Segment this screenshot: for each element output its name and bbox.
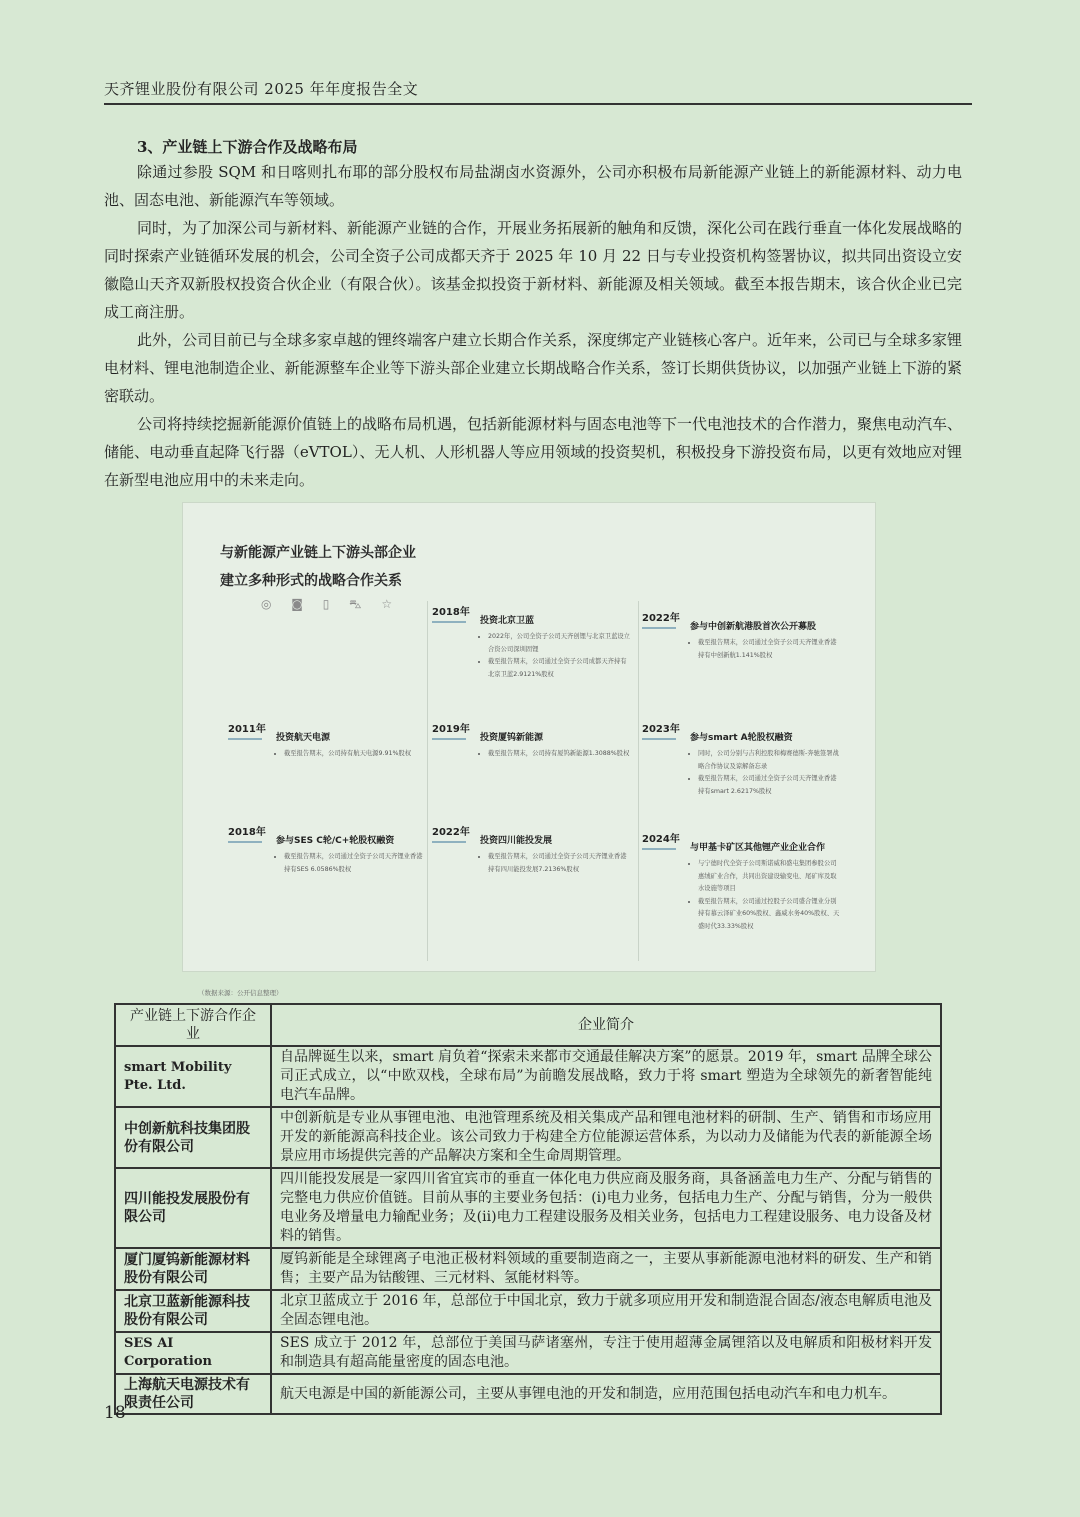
partner-profile: 航天电源是中国的新能源公司，主要从事锂电池的开发和制造，应用范围包括电动汽车和电力机车。 [271,1374,941,1414]
event-title: 与甲基卡矿区其他锂产业企业合作 [690,843,826,853]
partner-name: 北京卫蓝新能源科技股份有限公司 [115,1290,271,1332]
body-text [104,158,962,494]
section-title: 3、产业链上下游合作及战略布局 [137,138,358,156]
event-bullets [690,858,840,933]
partner-profile: SES 成立于 2012 年，总部位于美国马萨诸塞州，专注于使用超薄金属锂箔以及电解质和阳极材料开发和制造具有超高能量密度的固态电池。 [271,1332,941,1374]
event-year: 2024年 [642,830,680,850]
table-row [115,1332,941,1374]
partner-name: SES AI Corporation [115,1332,271,1374]
event-bullets [276,851,426,876]
table-row [115,1290,941,1332]
event-bullet: • 截至报告期末，公司通过全资子公司成都天齐持有北京卫蓝2.9121%股权 [488,656,630,681]
column-header-partner: 产业链上下游合作企业 [115,1004,271,1046]
event-title: 投资航天电源 [276,733,331,743]
partner-profile: 自品牌诞生以来，smart 肩负着“探索未来都市交通最佳解决方案”的愿景。2019 年，smart 品牌全球公司正式成立，以“中欧双栈，全球布局”为前瞻发展战略，致力于将 smart 塑造为全球领先的新奢智能纯电汽车品牌。 [271,1046,941,1107]
event-bullet: • 2022年，公司全资子公司天齐创锂与北京卫蓝设立合资公司深圳固锂 [488,631,630,656]
partner-profile: 厦钨新能是全球锂离子电池正极材料领域的重要制造商之一，主要从事新能源电池材料的研发、生产和销售；主要产品为钴酸锂、三元材料、氢能材料等。 [271,1248,941,1290]
event-bullet: • 截至报告期末，公司通过全资子公司天齐锂业香港持有SES 6.0586%股权 [284,851,426,876]
column-divider [638,601,639,961]
event-year: 2018年 [228,823,266,843]
partner-profile: 四川能投发展是一家四川省宜宾市的垂直一体化电力供应商及服务商，具备涵盖电力生产、分配与销售的完整电力供应价值链。目前从事的主要业务包括：(i)电力业务，包括电力生产、分配与销售，分为一般供电业务及增量电力输配业务；及(ii)电力工程建设服务及相关业务，包括电力工程建设服务、电力设备及材料的销售。 [271,1168,941,1248]
paragraph: 此外，公司目前已与全球多家卓越的锂终端客户建立长期合作关系，深度绑定产业链核心客户。近年来，公司已与全球多家锂电材料、锂电池制造企业、新能源整车企业等下游头部企业建立长期战略合作关系，签订长期供货协议，以加强产业链上下游的紧密联动。 [104,331,963,405]
partner-profile: 中创新航是专业从事锂电池、电池管理系统及相关集成产品和锂电池材料的研制、生产、销售和市场应用开发的新能源高科技企业。该公司致力于构建全方位能源运营体系，为以动力及储能为代表的新能源全场景应用市场提供完善的产品解决方案和全生命周期管理。 [271,1107,941,1168]
partner-profile: 北京卫蓝成立于 2016 年，总部位于中国北京，致力于就多项应用开发和制造混合固态/液态电解质电池及全固态锂电池。 [271,1290,941,1332]
event-year: 2018年 [432,603,470,623]
event-bullet: • 同时，公司分别与吉利控股和梅赛德斯-奔驰签署战略合作协议及谅解备忘录 [698,748,840,773]
page-header: 天齐锂业股份有限公司 2025 年年度报告全文 [104,78,972,105]
partner-name: 中创新航科技集团股份有限公司 [115,1107,271,1168]
page-number: 18 [104,1403,126,1423]
table-row [115,1248,941,1290]
event-bullets [690,748,840,798]
column-divider [427,601,428,961]
event-year: 2022年 [432,823,470,843]
paragraph: 同时，为了加深公司与新材料、新能源产业链的合作，开展业务拓展新的触角和反馈，深化公司在践行垂直一体化发展战略的同时探索产业链循环发展的机会，公司全资子公司成都天齐于 2025 年 10 月 22 日与专业投资机构签署协议，拟共同出资设立安徽隐山天齐双新股权投资合伙企业（有限合伙）。该基金拟投资于新材料、新能源及相关领域。截至本报告期末，该合伙企业已完成工商注册。 [104,219,963,321]
event-year: 2023年 [642,720,680,740]
event-bullets [480,748,630,761]
partner-name: 四川能投发展股份有限公司 [115,1168,271,1248]
event-year: 2019年 [432,720,470,740]
table-header-row [115,1004,941,1046]
event-bullet: • 与宁德时代全资子公司斯诺威和盛屯集团参股公司惠绒矿业合作，共同出资建设输变电、尾矿库及取水设施等项目 [698,858,840,896]
event-bullets [276,748,426,761]
partner-name: smart Mobility Pte. Ltd. [115,1046,271,1107]
column-header-profile: 企业简介 [271,1004,941,1046]
event-bullets [690,637,840,662]
event-bullets [480,851,630,876]
event-year: 2011年 [228,720,266,740]
table-row [115,1168,941,1248]
event-bullet: • 截至报告期末，公司通过全资子公司天齐锂业香港持有中创新航1.141%股权 [698,637,840,662]
event-title: 参与SES C轮/C+轮股权融资 [276,836,395,846]
partnership-timeline-infographic [183,503,875,971]
event-bullet: • 截至报告期末，公司通过全资子公司天齐锂业香港持有四川能投发展7.2136%股权 [488,851,630,876]
event-bullet: • 截至报告期末，公司通过控股子公司盛合锂业分别持有慕云泽矿业60%股权、鑫威水务40%股权、天盛时代33.33%股权 [698,896,840,934]
event-title: 投资北京卫蓝 [480,616,535,626]
event-bullet: • 截至报告期末，公司持有厦钨新能源1.3088%股权 [488,748,630,761]
event-bullet: • 截至报告期末，公司通过全资子公司天齐锂业香港持有smart 2.6217%股权 [698,773,840,798]
event-year: 2022年 [642,609,680,629]
data-source-note: （数据来源：公开信息整理） [198,989,283,997]
partners-table [114,1003,942,1415]
partner-name: 上海航天电源技术有限责任公司 [115,1374,271,1414]
event-title: 参与中创新航港股首次公开募股 [690,622,817,632]
event-title: 投资厦钨新能源 [480,733,544,743]
event-title: 投资四川能投发展 [480,836,553,846]
decorative-icons: ◎ ◙ ▯ ⛍ ☆ [261,597,401,611]
event-bullets [480,631,630,681]
paragraph: 除通过参股 SQM 和日喀则扎布耶的部分股权布局盐湖卤水资源外，公司亦积极布局新能源产业链上的新能源材料、动力电池、固态电池、新能源汽车等领域。 [104,163,962,209]
infographic-title-line1: 与新能源产业链上下游头部企业 [220,545,416,561]
event-title: 参与smart A轮股权融资 [690,733,793,743]
table-row [115,1107,941,1168]
paragraph: 公司将持续挖掘新能源价值链上的战略布局机遇，包括新能源材料与固态电池等下一代电池技术的合作潜力，聚焦电动汽车、储能、电动垂直起降飞行器（eVTOL）、无人机、人形机器人等应用领域的投资契机，积极投身下游投资布局，以更有效地应对锂在新型电池应用中的未来走向。 [104,415,963,489]
partner-name: 厦门厦钨新能源材料股份有限公司 [115,1248,271,1290]
table-row [115,1046,941,1107]
infographic-title [220,539,416,595]
infographic-title-line2: 建立多种形式的战略合作关系 [220,573,402,589]
event-bullet: • 截至报告期末，公司持有航天电源9.91%股权 [284,748,426,761]
table-row [115,1374,941,1414]
